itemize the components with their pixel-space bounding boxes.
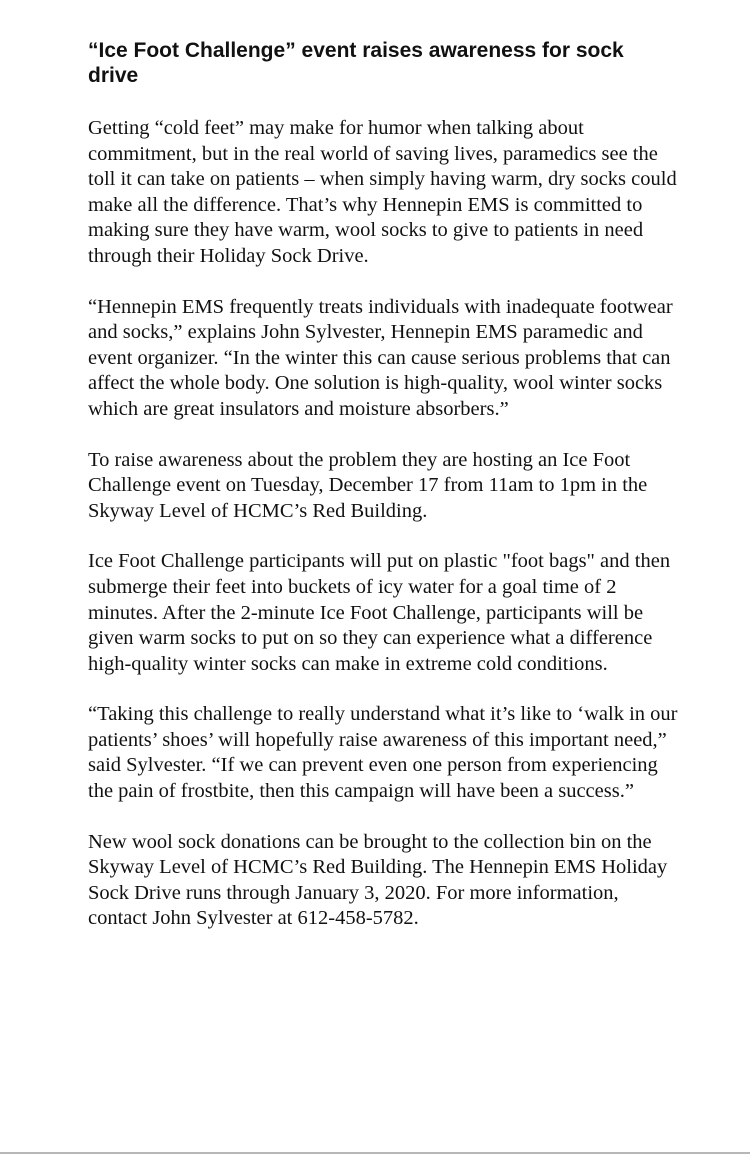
paragraph-intro: Getting “cold feet” may make for humor when talking about commitment, but in the real world of saving lives, paramedics see the toll it can take on patients – when simply having warm, dry socks could make all the difference. That’s why Hennepin EMS is committed to making sure they have warm, wool socks to give to patients in need through their Holiday Sock Drive.: [88, 117, 677, 267]
article: [88, 38, 678, 957]
paragraph-donations: New wool sock donations can be brought to the collection bin on the Skyway Level of HCMC’s Red Building. The Hennepin EMS Holiday Sock Drive runs through January 3, 2020. For more information, contact John Sylvester at 612-458-5782.: [88, 830, 668, 930]
paragraph-event-details: To raise awareness about the problem they are hosting an Ice Foot Challenge event on Tuesday, December 17 from 11am to 1pm in the Skyway Level of HCMC’s Red Building.: [88, 448, 648, 522]
paragraph-quote-challenge: “Taking this challenge to really understand what it’s like to ‘walk in our patients’ shoes’ will hopefully raise awareness of this important need,” said Sylvester. “If we can prevent even one person from experiencing the pain of frostbite, then this campaign will have been a success.”: [88, 703, 678, 803]
paragraph-quote-sylvester: “Hennepin EMS frequently treats individuals with inadequate footwear and socks,” explains John Sylvester, Hennepin EMS paramedic and event organizer. “In the winter this can cause serious problems that can affect the whole body. One solution is high-quality, wool winter socks which are great insulators and moisture absorbers.”: [88, 295, 673, 420]
paragraph-challenge-description: Ice Foot Challenge participants will put on plastic "foot bags" and then submerge their feet into buckets of icy water for a goal time of 2 minutes. After the 2-minute Ice Foot Challenge, participants will be given warm socks to put on so they can experience what a difference high-quality winter socks can make in extreme cold conditions.: [88, 550, 671, 675]
article-title: “Ice Foot Challenge” event raises awareness for sock drive: [88, 39, 624, 87]
